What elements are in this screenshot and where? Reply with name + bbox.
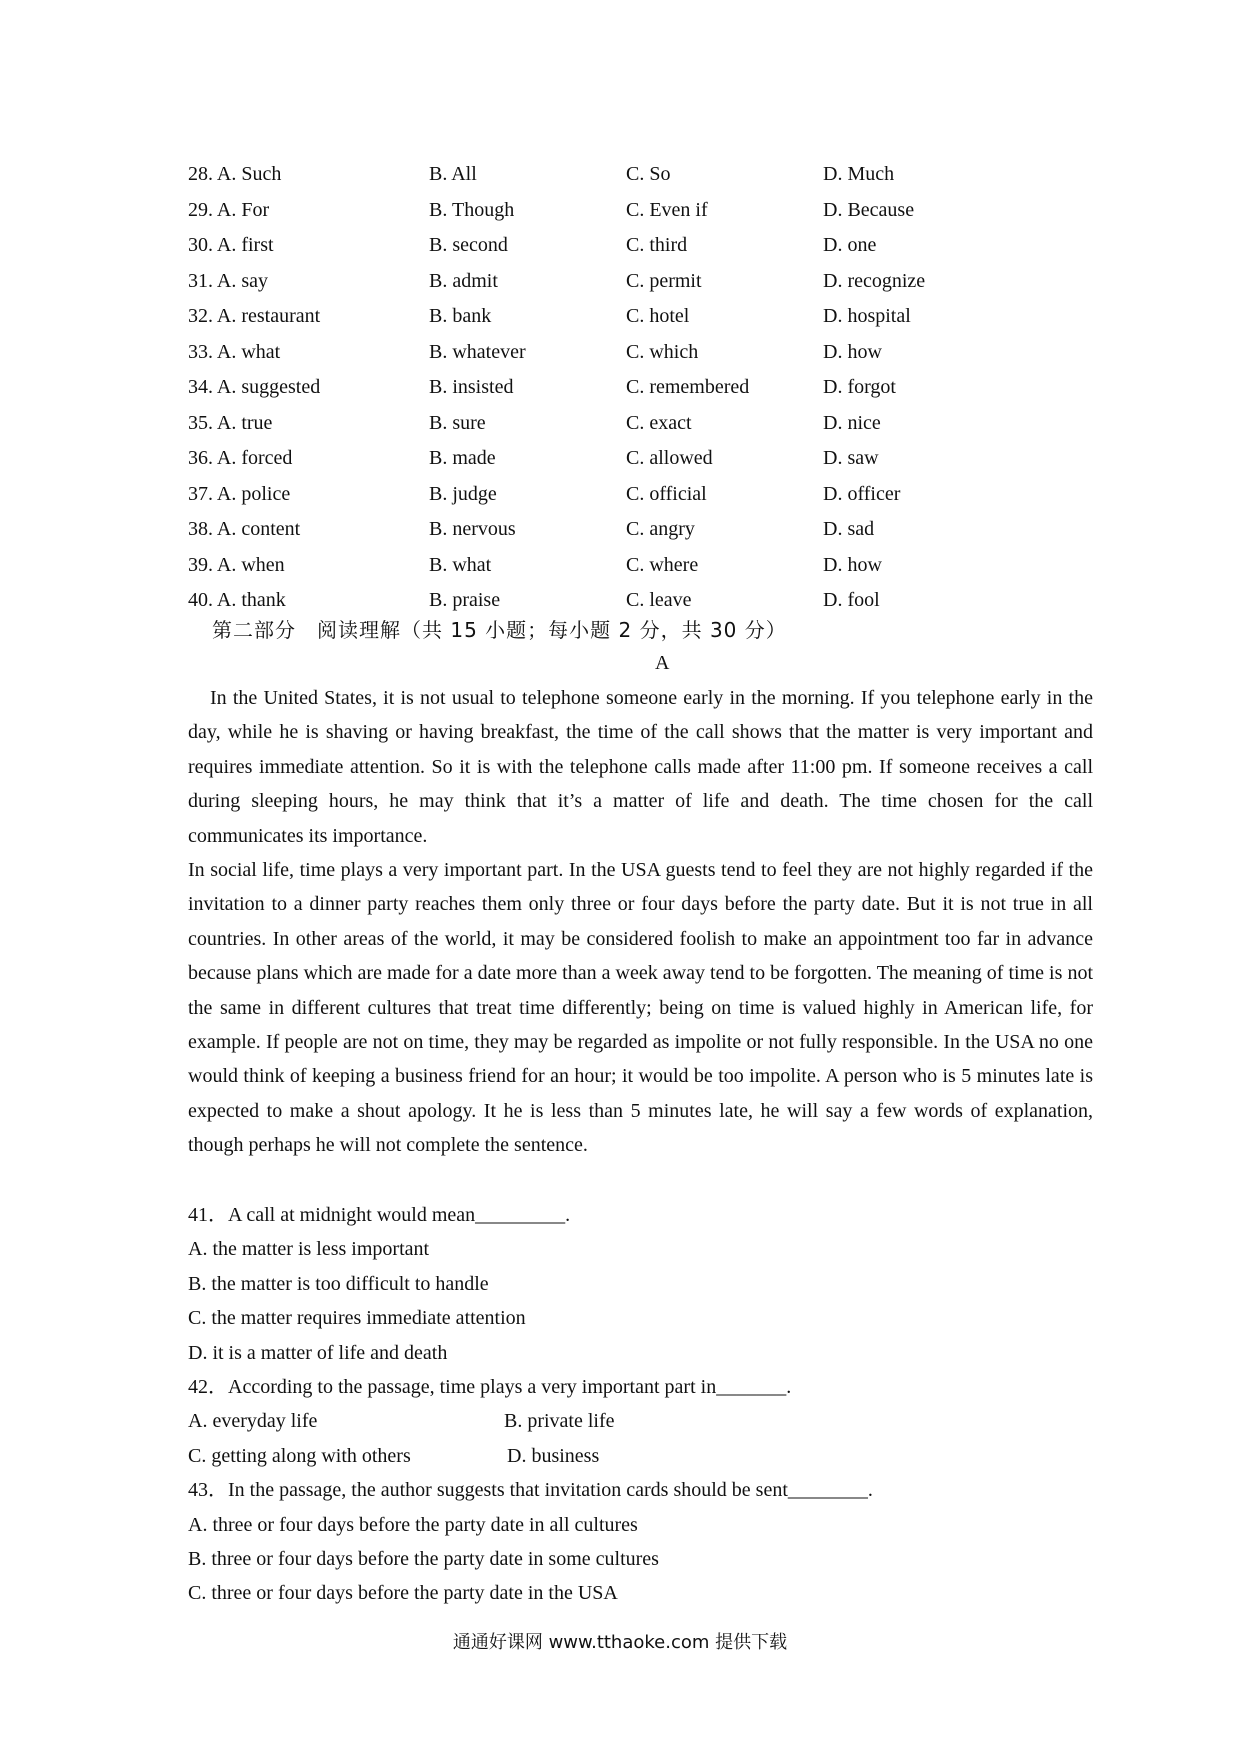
option-row — [188, 264, 1088, 300]
option-choice: 29. A. For — [188, 198, 270, 221]
section-letter: A — [655, 652, 670, 674]
option-choice: B. bank — [429, 305, 492, 327]
option-row — [188, 512, 1088, 548]
option-choice: B. judge — [429, 482, 497, 505]
option-choice: B. what — [429, 553, 492, 576]
answer-option: C. three or four days before the party date in the USA — [188, 1582, 618, 1605]
questions — [188, 1198, 1088, 1611]
option-choice: D. Because — [823, 198, 915, 221]
option-choice: 33. A. what — [188, 340, 281, 363]
option-choice: C. permit — [626, 269, 702, 292]
option-row — [188, 548, 1088, 584]
option-choice: B. sure — [429, 411, 486, 434]
option-choice: C. So — [626, 163, 671, 185]
option-row — [188, 157, 1088, 193]
option-choice: C. remembered — [626, 376, 750, 398]
answer-option-row — [188, 1404, 1088, 1438]
answer-option: A. three or four days before the party date in all cultures — [188, 1513, 638, 1536]
option-choice: 39. A. when — [188, 553, 285, 576]
option-choice: B. insisted — [429, 376, 514, 398]
option-choice: C. allowed — [626, 447, 713, 469]
option-choice: B. second — [429, 234, 508, 256]
option-choice: 38. A. content — [188, 518, 301, 540]
option-row — [188, 193, 1088, 229]
answer-option: D. business — [507, 1444, 600, 1467]
option-row — [188, 299, 1088, 335]
answer-option: B. three or four days before the party date in some cultures — [188, 1547, 659, 1570]
option-choice: B. made — [429, 447, 496, 469]
option-choice: 37. A. police — [188, 482, 291, 505]
option-choice: D. recognize — [823, 269, 926, 292]
question-stem: 42．According to the passage, time plays a very important part in_______. — [188, 1375, 792, 1398]
option-choice: C. third — [626, 234, 688, 256]
answer-option: B. private life — [504, 1410, 615, 1433]
option-choice: D. how — [823, 553, 882, 576]
option-choice: C. leave — [626, 589, 692, 611]
option-choice: C. which — [626, 340, 699, 363]
option-choice: 35. A. true — [188, 411, 273, 434]
option-row — [188, 477, 1088, 513]
option-choice: C. where — [626, 553, 699, 576]
option-row — [188, 441, 1088, 477]
option-choice: 36. A. forced — [188, 447, 293, 469]
answer-option-row — [188, 1439, 1088, 1473]
answer-option: B. the matter is too difficult to handle — [188, 1272, 489, 1295]
option-choice: C. hotel — [626, 305, 690, 327]
part-title: 第二部分 阅读理解（共 15 小题；每小题 2 分，共 30 分） — [212, 618, 787, 642]
option-choice: C. angry — [626, 518, 695, 540]
question-stem: 43．In the passage, the author suggests that invitation cards should be sent________. — [188, 1479, 873, 1502]
option-choice: D. officer — [823, 482, 901, 505]
option-choice: D. fool — [823, 589, 880, 611]
reading-passage — [188, 681, 1093, 1163]
option-choice: 30. A. first — [188, 234, 274, 256]
option-choice: C. exact — [626, 411, 692, 434]
option-row — [188, 370, 1088, 406]
cloze-options — [188, 157, 1088, 619]
option-choice: 28. A. Such — [188, 163, 282, 185]
option-choice: 40. A. thank — [188, 589, 286, 611]
answer-option: C. getting along with others — [188, 1444, 411, 1467]
option-choice: 31. A. say — [188, 269, 268, 292]
option-choice: D. one — [823, 234, 877, 256]
answer-option: A. everyday life — [188, 1410, 318, 1433]
option-choice: D. saw — [823, 447, 879, 469]
option-choice: B. praise — [429, 589, 501, 611]
option-choice: D. Much — [823, 163, 895, 185]
option-choice: C. Even if — [626, 198, 708, 221]
question-stem: 41．A call at midnight would mean_________. — [188, 1204, 571, 1226]
option-choice: 32. A. restaurant — [188, 305, 321, 327]
option-choice: B. Though — [429, 198, 515, 221]
option-row — [188, 228, 1088, 264]
option-choice: D. how — [823, 340, 882, 363]
option-choice: B. whatever — [429, 340, 526, 363]
option-row — [188, 583, 1088, 619]
answer-option: D. it is a matter of life and death — [188, 1341, 448, 1364]
option-choice: D. nice — [823, 411, 881, 434]
option-choice: B. admit — [429, 269, 498, 292]
answer-option: C. the matter requires immediate attention — [188, 1307, 526, 1330]
option-choice: D. hospital — [823, 305, 911, 327]
option-choice: C. official — [626, 482, 707, 505]
page-footer: 通通好课网 www.tthaoke.com 提供下载 — [452, 1632, 788, 1653]
passage-paragraph: In social life, time plays a very important part. In the USA guests tend to feel they are not highly regarded if the invitation to a dinner party reaches them only three or four days before the party date. But it is not true in all countries. In other areas of the world, it may be considered foolish to make an appointment too far in advance because plans which are made for a date more than a week away tend to be forgotten. The meaning of time is not the same in different cultures that treat time differently; being on time is valued highly in American life, for example. If people are not on time, they may be regarded as impolite or not fully responsible. In the USA no one would think of keeping a business friend for an hour; it would be too impolite. A person who is 5 minutes late is expected to make a shout apology. It he is less than 5 minutes late, he will say a few words of explanation, though perhaps he will not complete the sentence. — [188, 859, 1093, 1157]
option-choice: D. forgot — [823, 376, 896, 398]
option-choice: B. nervous — [429, 518, 516, 540]
option-choice: 34. A. suggested — [188, 376, 321, 398]
option-row — [188, 406, 1088, 442]
passage-paragraph: In the United States, it is not usual to telephone someone early in the morning. If you telephone early in the day, while he is shaving or having breakfast, the time of the call shows that the matter is very important and requires immediate attention. So it is with the telephone calls made after 11:00 pm. If someone receives a call during sleeping hours, he may think that it’s a matter of life and death. The time chosen for the call communicates its importance. — [188, 687, 1093, 847]
answer-option: A. the matter is less important — [188, 1238, 430, 1261]
option-row — [188, 335, 1088, 371]
option-choice: D. sad — [823, 518, 875, 540]
option-choice: B. All — [429, 163, 477, 185]
